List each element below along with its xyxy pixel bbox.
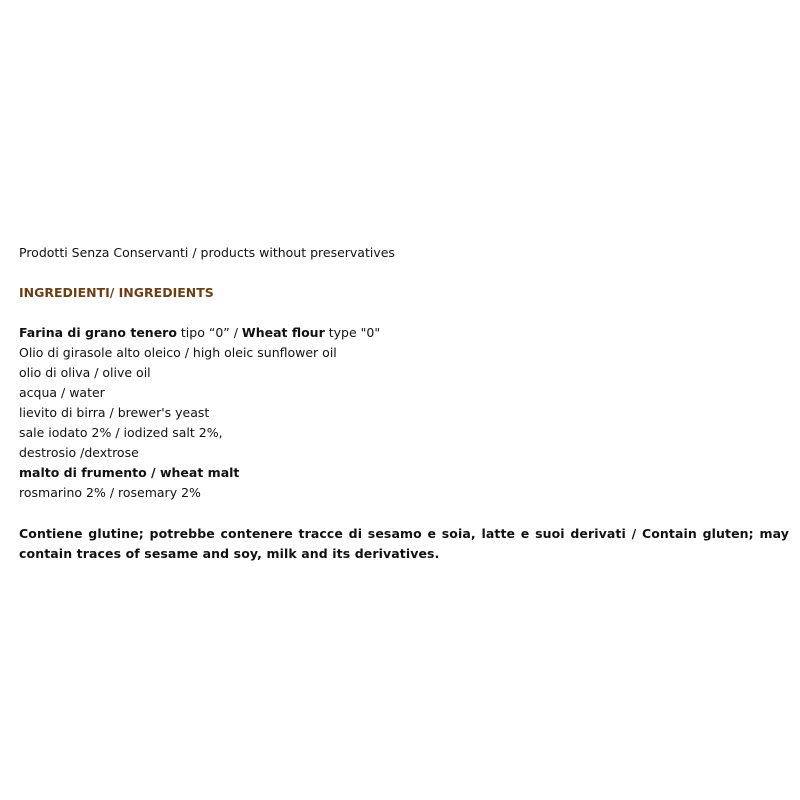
allergen-warning: Contiene glutine; potrebbe contenere tracce di sesamo e soia, latte e suoi derivati / Contain gluten; may contain traces of sesame and soy, milk and its derivatives. [19, 526, 789, 561]
list-item: Olio di girasole alto oleico / high oleic sunflower oil [19, 345, 337, 360]
list-item: lievito di birra / brewer's yeast [19, 405, 210, 420]
list-item: sale iodato 2% / iodized salt 2%, [19, 425, 223, 440]
flour-italian: Farina di grano tenero [19, 325, 177, 340]
list-item [19, 323, 380, 343]
list-item: destrosio /dextrose [19, 445, 139, 460]
ingredients-heading: INGREDIENTI/ INGREDIENTS [19, 285, 214, 300]
ingredients-list [19, 323, 380, 503]
preservatives-note: Prodotti Senza Conservanti / products without preservatives [19, 245, 395, 260]
flour-type-italian: tipo “0” / [176, 325, 242, 340]
list-item: malto di frumento / wheat malt [19, 465, 240, 480]
flour-english: Wheat flour [241, 325, 325, 340]
list-item: rosmarino 2% / rosemary 2% [19, 485, 201, 500]
list-item: olio di oliva / olive oil [19, 365, 151, 380]
list-item: acqua / water [19, 385, 105, 400]
flour-type-english: type "0" [324, 325, 381, 340]
